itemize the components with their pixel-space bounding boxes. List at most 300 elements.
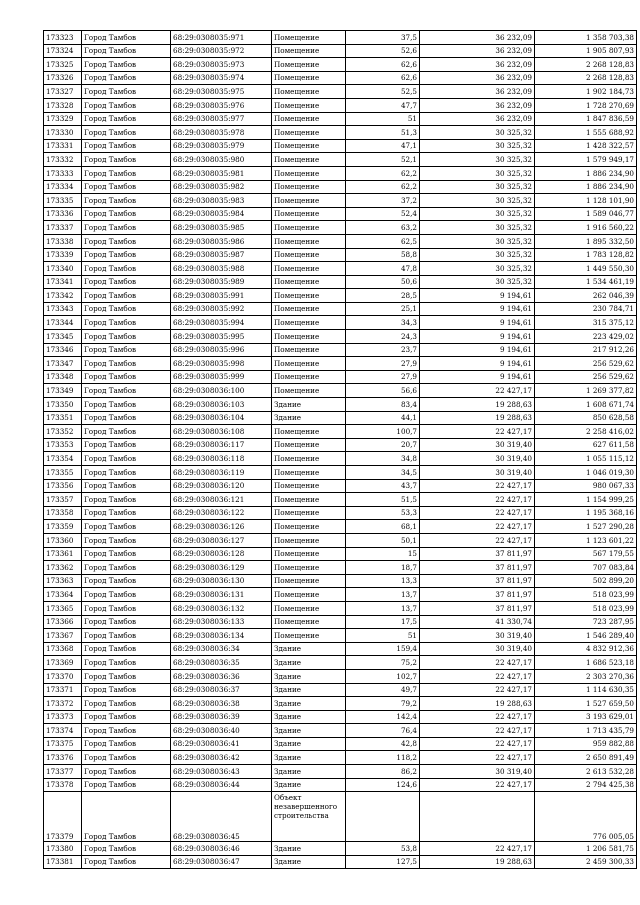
cadastral-value-cell: 1 886 234,90	[535, 166, 637, 180]
city-cell: Город Тамбов	[82, 588, 171, 602]
cadastral-number-cell: 68:29:0308036:133	[171, 615, 272, 629]
object-type-cell: Помещение	[272, 316, 346, 330]
specific-value-cell: 30 325,32	[420, 153, 535, 167]
area-cell: 17,5	[346, 615, 420, 629]
table-row	[44, 751, 637, 765]
row-number-cell: 173369	[44, 656, 82, 670]
table-row	[44, 44, 637, 58]
cadastral-value-table	[43, 30, 637, 869]
cadastral-value-cell: 1 728 270,69	[535, 98, 637, 112]
city-cell: Город Тамбов	[82, 697, 171, 711]
specific-value-cell: 22 427,17	[420, 506, 535, 520]
city-cell: Город Тамбов	[82, 533, 171, 547]
specific-value-cell: 22 427,17	[420, 493, 535, 507]
city-cell: Город Тамбов	[82, 792, 171, 842]
table-body	[44, 31, 637, 869]
specific-value-cell: 9 194,61	[420, 330, 535, 344]
table-row	[44, 656, 637, 670]
row-number-cell: 173355	[44, 466, 82, 480]
cadastral-number-cell: 68:29:0308036:130	[171, 574, 272, 588]
table-row	[44, 153, 637, 167]
cadastral-value-cell: 980 067,33	[535, 479, 637, 493]
specific-value-cell: 22 427,17	[420, 656, 535, 670]
cadastral-number-cell: 68:29:0308036:119	[171, 466, 272, 480]
object-type-cell: Здание	[272, 697, 346, 711]
cadastral-value-cell: 1 428 322,57	[535, 139, 637, 153]
table-row	[44, 31, 637, 45]
cadastral-number-cell: 68:29:0308035:971	[171, 31, 272, 45]
table-row	[44, 506, 637, 520]
object-type-cell: Помещение	[272, 588, 346, 602]
city-cell: Город Тамбов	[82, 357, 171, 371]
city-cell: Город Тамбов	[82, 384, 171, 398]
table-row	[44, 615, 637, 629]
cadastral-number-cell: 68:29:0308035:985	[171, 221, 272, 235]
area-cell: 68,1	[346, 520, 420, 534]
row-number-cell: 173381	[44, 855, 82, 869]
area-cell: 43,7	[346, 479, 420, 493]
specific-value-cell: 30 325,32	[420, 139, 535, 153]
specific-value-cell: 36 232,09	[420, 71, 535, 85]
table-row	[44, 710, 637, 724]
row-number-cell: 173325	[44, 58, 82, 72]
table-row	[44, 194, 637, 208]
city-cell: Город Тамбов	[82, 751, 171, 765]
table-row	[44, 547, 637, 561]
city-cell: Город Тамбов	[82, 466, 171, 480]
table-row	[44, 479, 637, 493]
table-row	[44, 58, 637, 72]
cadastral-number-cell: 68:29:0308036:37	[171, 683, 272, 697]
object-type-cell: Помещение	[272, 452, 346, 466]
city-cell: Город Тамбов	[82, 234, 171, 248]
specific-value-cell: 36 232,09	[420, 112, 535, 126]
row-number-cell: 173347	[44, 357, 82, 371]
cadastral-value-cell: 518 023,99	[535, 588, 637, 602]
row-number-cell: 173361	[44, 547, 82, 561]
cadastral-value-cell: 567 179,55	[535, 547, 637, 561]
cadastral-value-cell: 1 534 461,19	[535, 275, 637, 289]
cadastral-number-cell: 68:29:0308036:126	[171, 520, 272, 534]
area-cell: 47,8	[346, 262, 420, 276]
object-type-cell: Помещение	[272, 506, 346, 520]
cadastral-number-cell: 68:29:0308036:43	[171, 765, 272, 779]
specific-value-cell: 22 427,17	[420, 533, 535, 547]
cadastral-value-cell: 256 529,62	[535, 370, 637, 384]
object-type-cell: Помещение	[272, 234, 346, 248]
cadastral-number-cell: 68:29:0308035:972	[171, 44, 272, 58]
area-cell: 20,7	[346, 438, 420, 452]
specific-value-cell: 37 811,97	[420, 561, 535, 575]
city-cell: Город Тамбов	[82, 842, 171, 856]
row-number-cell: 173330	[44, 126, 82, 140]
row-number-cell: 173370	[44, 669, 82, 683]
specific-value-cell: 30 319,40	[420, 629, 535, 643]
area-cell: 13,7	[346, 588, 420, 602]
cadastral-number-cell: 68:29:0308036:122	[171, 506, 272, 520]
cadastral-value-cell: 217 912,26	[535, 343, 637, 357]
table-row	[44, 289, 637, 303]
city-cell: Город Тамбов	[82, 343, 171, 357]
object-type-cell: Помещение	[272, 58, 346, 72]
row-number-cell: 173349	[44, 384, 82, 398]
row-number-cell: 173366	[44, 615, 82, 629]
table-row	[44, 221, 637, 235]
table-row	[44, 85, 637, 99]
object-type-cell: Помещение	[272, 370, 346, 384]
area-cell: 102,7	[346, 669, 420, 683]
area-cell: 42,8	[346, 737, 420, 751]
cadastral-number-cell: 68:29:0308036:104	[171, 411, 272, 425]
cadastral-value-cell: 1 895 332,50	[535, 234, 637, 248]
specific-value-cell: 19 288,63	[420, 697, 535, 711]
area-cell: 62,2	[346, 180, 420, 194]
object-type-cell: Здание	[272, 398, 346, 412]
table-row	[44, 180, 637, 194]
row-number-cell: 173348	[44, 370, 82, 384]
specific-value-cell: 36 232,09	[420, 85, 535, 99]
object-type-cell: Помещение	[272, 574, 346, 588]
cadastral-number-cell: 68:29:0308036:100	[171, 384, 272, 398]
table-row	[44, 126, 637, 140]
cadastral-number-cell: 68:29:0308035:981	[171, 166, 272, 180]
cadastral-number-cell: 68:29:0308036:108	[171, 425, 272, 439]
object-type-cell: Здание	[272, 751, 346, 765]
specific-value-cell: 30 319,40	[420, 642, 535, 656]
row-number-cell: 173365	[44, 601, 82, 615]
cadastral-value-cell: 3 193 629,01	[535, 710, 637, 724]
specific-value-cell: 30 325,32	[420, 234, 535, 248]
table-row	[44, 166, 637, 180]
area-cell: 27,9	[346, 370, 420, 384]
specific-value-cell: 19 288,63	[420, 398, 535, 412]
row-number-cell: 173367	[44, 629, 82, 643]
cadastral-value-cell: 1 046 019,30	[535, 466, 637, 480]
cadastral-number-cell: 68:29:0308035:992	[171, 302, 272, 316]
city-cell: Город Тамбов	[82, 126, 171, 140]
specific-value-cell: 19 288,63	[420, 411, 535, 425]
specific-value-cell: 30 319,40	[420, 438, 535, 452]
specific-value-cell: 22 427,17	[420, 751, 535, 765]
row-number-cell: 173331	[44, 139, 82, 153]
table-row	[44, 683, 637, 697]
cadastral-number-cell: 68:29:0308035:983	[171, 194, 272, 208]
city-cell: Город Тамбов	[82, 778, 171, 792]
table-row	[44, 533, 637, 547]
object-type-cell: Помещение	[272, 302, 346, 316]
city-cell: Город Тамбов	[82, 302, 171, 316]
cadastral-number-cell: 68:29:0308036:46	[171, 842, 272, 856]
area-cell: 127,5	[346, 855, 420, 869]
specific-value-cell: 22 427,17	[420, 778, 535, 792]
object-type-cell: Помещение	[272, 262, 346, 276]
cadastral-value-cell: 1 686 523,18	[535, 656, 637, 670]
table-row	[44, 370, 637, 384]
city-cell: Город Тамбов	[82, 289, 171, 303]
specific-value-cell: 22 427,17	[420, 520, 535, 534]
specific-value-cell: 41 330,74	[420, 615, 535, 629]
table-row	[44, 357, 637, 371]
cadastral-number-cell: 68:29:0308035:989	[171, 275, 272, 289]
city-cell: Город Тамбов	[82, 139, 171, 153]
table-row	[44, 642, 637, 656]
cadastral-value-cell: 1 195 368,16	[535, 506, 637, 520]
object-type-cell: Помещение	[272, 520, 346, 534]
row-number-cell: 173375	[44, 737, 82, 751]
cadastral-value-cell: 1 449 550,30	[535, 262, 637, 276]
specific-value-cell: 22 427,17	[420, 384, 535, 398]
row-number-cell: 173337	[44, 221, 82, 235]
area-cell: 53,8	[346, 842, 420, 856]
area-cell: 47,1	[346, 139, 420, 153]
city-cell: Город Тамбов	[82, 438, 171, 452]
area-cell: 142,4	[346, 710, 420, 724]
cadastral-number-cell: 68:29:0308036:121	[171, 493, 272, 507]
cadastral-number-cell: 68:29:0308035:977	[171, 112, 272, 126]
specific-value-cell: 37 811,97	[420, 547, 535, 561]
cadastral-number-cell: 68:29:0308036:131	[171, 588, 272, 602]
area-cell: 49,7	[346, 683, 420, 697]
object-type-cell: Помещение	[272, 153, 346, 167]
object-type-cell: Помещение	[272, 493, 346, 507]
city-cell: Город Тамбов	[82, 547, 171, 561]
specific-value-cell: 19 288,63	[420, 855, 535, 869]
city-cell: Город Тамбов	[82, 58, 171, 72]
specific-value-cell: 22 427,17	[420, 842, 535, 856]
city-cell: Город Тамбов	[82, 262, 171, 276]
table-row	[44, 669, 637, 683]
city-cell: Город Тамбов	[82, 316, 171, 330]
cadastral-value-cell: 1 527 659,50	[535, 697, 637, 711]
city-cell: Город Тамбов	[82, 615, 171, 629]
specific-value-cell: 9 194,61	[420, 316, 535, 330]
city-cell: Город Тамбов	[82, 493, 171, 507]
cadastral-value-cell: 776 005,05	[535, 792, 637, 842]
cadastral-value-cell: 1 055 115,12	[535, 452, 637, 466]
area-cell: 34,5	[346, 466, 420, 480]
cadastral-number-cell: 68:29:0308036:44	[171, 778, 272, 792]
row-number-cell: 173339	[44, 248, 82, 262]
cadastral-value-cell: 2 258 416,02	[535, 425, 637, 439]
table-row	[44, 466, 637, 480]
object-type-cell: Помещение	[272, 248, 346, 262]
area-cell: 50,6	[346, 275, 420, 289]
table-row	[44, 384, 637, 398]
area-cell: 28,5	[346, 289, 420, 303]
area-cell: 44,1	[346, 411, 420, 425]
object-type-cell: Здание	[272, 842, 346, 856]
row-number-cell: 173340	[44, 262, 82, 276]
specific-value-cell: 30 325,32	[420, 207, 535, 221]
city-cell: Город Тамбов	[82, 411, 171, 425]
specific-value-cell: 22 427,17	[420, 479, 535, 493]
area-cell: 79,2	[346, 697, 420, 711]
cadastral-number-cell: 68:29:0308036:38	[171, 697, 272, 711]
cadastral-number-cell: 68:29:0308036:34	[171, 642, 272, 656]
cadastral-value-cell: 2 459 300,33	[535, 855, 637, 869]
object-type-cell: Здание	[272, 683, 346, 697]
row-number-cell: 173376	[44, 751, 82, 765]
specific-value-cell: 36 232,09	[420, 58, 535, 72]
area-cell: 51,5	[346, 493, 420, 507]
object-type-cell: Помещение	[272, 289, 346, 303]
cadastral-number-cell: 68:29:0308036:117	[171, 438, 272, 452]
object-type-cell: Помещение	[272, 601, 346, 615]
object-type-cell: Помещение	[272, 547, 346, 561]
object-type-cell: Помещение	[272, 343, 346, 357]
area-cell: 13,7	[346, 601, 420, 615]
table-row	[44, 561, 637, 575]
table-row	[44, 697, 637, 711]
table-row	[44, 71, 637, 85]
cadastral-number-cell: 68:29:0308035:996	[171, 343, 272, 357]
row-number-cell: 173374	[44, 724, 82, 738]
object-type-cell: Помещение	[272, 194, 346, 208]
city-cell: Город Тамбов	[82, 724, 171, 738]
cadastral-value-cell: 723 287,95	[535, 615, 637, 629]
row-number-cell: 173326	[44, 71, 82, 85]
city-cell: Город Тамбов	[82, 85, 171, 99]
row-number-cell: 173344	[44, 316, 82, 330]
row-number-cell: 173372	[44, 697, 82, 711]
specific-value-cell: 9 194,61	[420, 370, 535, 384]
cadastral-value-cell: 1 546 289,40	[535, 629, 637, 643]
area-cell: 52,1	[346, 153, 420, 167]
object-type-cell: Здание	[272, 710, 346, 724]
specific-value-cell: 9 194,61	[420, 302, 535, 316]
area-cell: 124,6	[346, 778, 420, 792]
cadastral-number-cell: 68:29:0308036:118	[171, 452, 272, 466]
object-type-cell: Здание	[272, 656, 346, 670]
city-cell: Город Тамбов	[82, 98, 171, 112]
specific-value-cell: 22 427,17	[420, 669, 535, 683]
area-cell: 24,3	[346, 330, 420, 344]
area-cell: 34,8	[346, 452, 420, 466]
cadastral-number-cell: 68:29:0308036:41	[171, 737, 272, 751]
cadastral-number-cell: 68:29:0308036:35	[171, 656, 272, 670]
city-cell: Город Тамбов	[82, 153, 171, 167]
table-row	[44, 207, 637, 221]
specific-value-cell: 30 325,32	[420, 126, 535, 140]
table-row	[44, 343, 637, 357]
cadastral-number-cell: 68:29:0308036:45	[171, 792, 272, 842]
table-row	[44, 411, 637, 425]
cadastral-number-cell: 68:29:0308035:978	[171, 126, 272, 140]
city-cell: Город Тамбов	[82, 669, 171, 683]
cadastral-value-cell: 959 882,88	[535, 737, 637, 751]
cadastral-value-cell: 1 589 046,77	[535, 207, 637, 221]
specific-value-cell: 36 232,09	[420, 31, 535, 45]
city-cell: Город Тамбов	[82, 207, 171, 221]
specific-value-cell: 30 325,32	[420, 194, 535, 208]
city-cell: Город Тамбов	[82, 479, 171, 493]
table-row	[44, 330, 637, 344]
object-type-cell: Помещение	[272, 330, 346, 344]
cadastral-value-cell: 2 613 532,28	[535, 765, 637, 779]
row-number-cell: 173352	[44, 425, 82, 439]
area-cell: 118,2	[346, 751, 420, 765]
table-row	[44, 438, 637, 452]
specific-value-cell: 22 427,17	[420, 683, 535, 697]
specific-value-cell: 9 194,61	[420, 357, 535, 371]
cadastral-value-cell: 256 529,62	[535, 357, 637, 371]
row-number-cell: 173359	[44, 520, 82, 534]
area-cell: 75,2	[346, 656, 420, 670]
cadastral-number-cell: 68:29:0308035:994	[171, 316, 272, 330]
object-type-cell: Помещение	[272, 275, 346, 289]
cadastral-value-cell: 1 916 560,22	[535, 221, 637, 235]
cadastral-value-cell: 1 579 949,17	[535, 153, 637, 167]
city-cell: Город Тамбов	[82, 642, 171, 656]
object-type-cell: Помещение	[272, 166, 346, 180]
row-number-cell: 173354	[44, 452, 82, 466]
city-cell: Город Тамбов	[82, 221, 171, 235]
area-cell: 100,7	[346, 425, 420, 439]
specific-value-cell: 37 811,97	[420, 574, 535, 588]
area-cell: 15	[346, 547, 420, 561]
row-number-cell: 173338	[44, 234, 82, 248]
cadastral-value-cell: 315 375,12	[535, 316, 637, 330]
city-cell: Город Тамбов	[82, 601, 171, 615]
row-number-cell: 173334	[44, 180, 82, 194]
specific-value-cell: 22 427,17	[420, 737, 535, 751]
cadastral-number-cell: 68:29:0308035:973	[171, 58, 272, 72]
city-cell: Город Тамбов	[82, 656, 171, 670]
city-cell: Город Тамбов	[82, 683, 171, 697]
table-row	[44, 398, 637, 412]
cadastral-value-cell: 1 555 688,92	[535, 126, 637, 140]
cadastral-number-cell: 68:29:0308035:974	[171, 71, 272, 85]
cadastral-value-cell: 1 114 630,35	[535, 683, 637, 697]
table-row	[44, 737, 637, 751]
city-cell: Город Тамбов	[82, 574, 171, 588]
object-type-cell: Здание	[272, 855, 346, 869]
city-cell: Город Тамбов	[82, 370, 171, 384]
row-number-cell: 173363	[44, 574, 82, 588]
object-type-cell: Помещение	[272, 85, 346, 99]
city-cell: Город Тамбов	[82, 330, 171, 344]
cadastral-number-cell: 68:29:0308035:991	[171, 289, 272, 303]
table-row	[44, 302, 637, 316]
row-number-cell: 173323	[44, 31, 82, 45]
table-row	[44, 262, 637, 276]
object-type-cell: Помещение	[272, 31, 346, 45]
cadastral-number-cell: 68:29:0308036:129	[171, 561, 272, 575]
object-type-cell: Здание	[272, 765, 346, 779]
area-cell: 50,1	[346, 533, 420, 547]
city-cell: Город Тамбов	[82, 112, 171, 126]
cadastral-value-cell: 1 847 836,59	[535, 112, 637, 126]
city-cell: Город Тамбов	[82, 561, 171, 575]
cadastral-value-cell: 1 886 234,90	[535, 180, 637, 194]
table-row	[44, 588, 637, 602]
object-type-cell: Помещение	[272, 207, 346, 221]
city-cell: Город Тамбов	[82, 31, 171, 45]
table-row	[44, 574, 637, 588]
area-cell: 58,8	[346, 248, 420, 262]
city-cell: Город Тамбов	[82, 180, 171, 194]
object-type-cell: Помещение	[272, 98, 346, 112]
area-cell: 62,5	[346, 234, 420, 248]
row-number-cell: 173368	[44, 642, 82, 656]
area-cell: 51	[346, 112, 420, 126]
cadastral-number-cell: 68:29:0308035:988	[171, 262, 272, 276]
cadastral-value-cell: 1 206 581,75	[535, 842, 637, 856]
specific-value-cell: 30 319,40	[420, 452, 535, 466]
city-cell: Город Тамбов	[82, 520, 171, 534]
cadastral-number-cell: 68:29:0308036:134	[171, 629, 272, 643]
object-type-cell: Помещение	[272, 384, 346, 398]
